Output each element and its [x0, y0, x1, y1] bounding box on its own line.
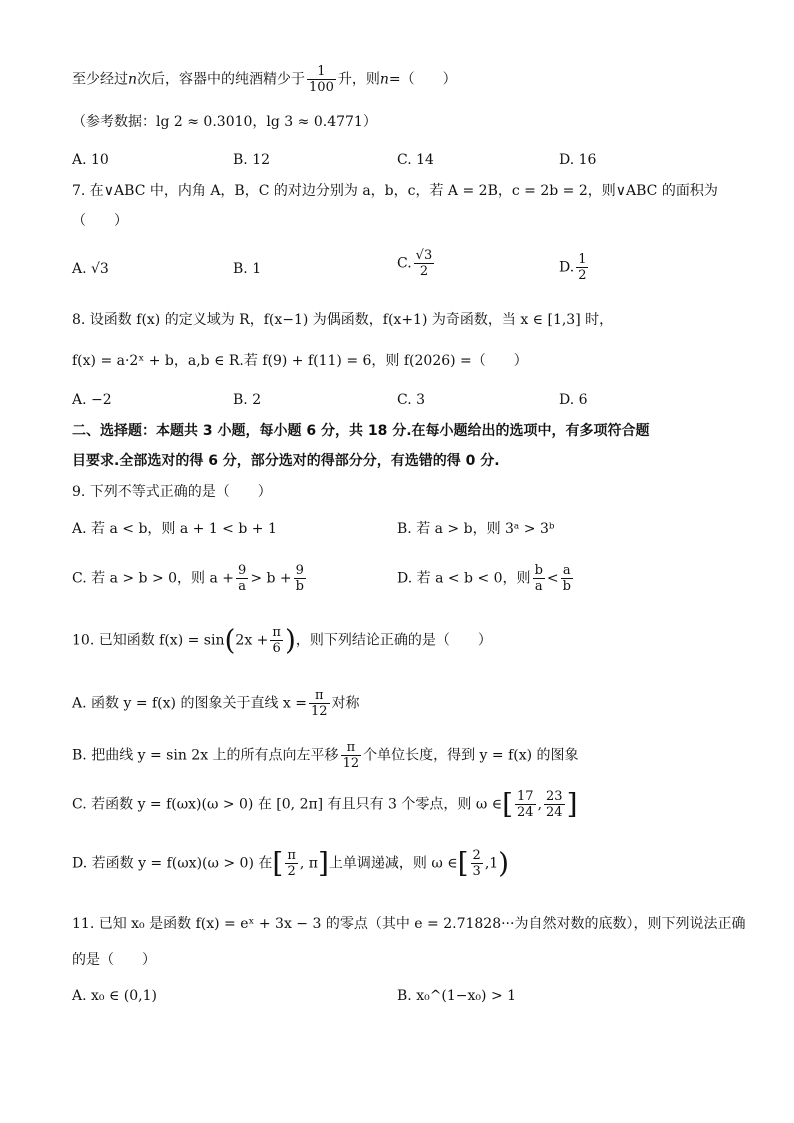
q11-stem-2: 的是（ ） — [72, 952, 156, 968]
q9-option-a[interactable]: A. 若 a < b，则 a + 1 < b + 1 — [72, 521, 277, 537]
q8-stem: 8. 设函数 f(x) 的定义域为 R，f(x−1) 为偶函数，f(x+1) 为奇函数，当 x ∈ [1,3] 时， — [72, 312, 614, 328]
q7-paren: （ ） — [72, 213, 128, 229]
q7-option-c[interactable]: C. $\frac{√3}{2}$ — [397, 248, 433, 279]
reference-data: （参考数据：lg 2 ≈ 0.3010，lg 3 ≈ 0.4771） — [72, 114, 377, 130]
section-2-heading: 二、选择题：本题共 3 小题，每小题 6 分，共 18 分.在每小题给出的选项中，有多项符合题 — [72, 423, 650, 439]
q8-option-b[interactable]: B. 2 — [233, 392, 262, 408]
q6-option-c[interactable]: C. 14 — [397, 152, 434, 168]
q11-stem: 11. 已知 x₀ 是函数 f(x) = eˣ + 3x − 3 的零点（其中 e = 2.71828···为自然对数的底数），则下列说法正确 — [72, 916, 746, 932]
q9-option-d[interactable]: D. 若 a < b < 0，则 $\frac{b}{a}$ < $\frac{a}{b}$ — [397, 563, 571, 594]
q9-option-c[interactable]: C. 若 a > b > 0，则 a + $\frac{9}{a}$ > b + $\frac{9}{b}$ — [72, 563, 304, 594]
fraction: $\frac{1}{100}$ — [309, 64, 334, 95]
q8-option-a[interactable]: A. −2 — [72, 392, 112, 408]
q11-option-b[interactable]: B. x₀^(1−x₀) > 1 — [397, 988, 517, 1004]
section-2-heading-2: 目要求.全部选对的得 6 分，部分选对的得部分分，有选错的得 0 分. — [72, 453, 500, 469]
q8-stem-2: f(x) = a·2ˣ + b，a,b ∈ R.若 f(9) + f(11) = 6，则 f(2026) =（ ） — [72, 353, 528, 369]
q7-stem: 7. 在∨ABC 中，内角 A，B，C 的对边分别为 a，b，c，若 A = 2B，c = 2b = 2，则∨ABC 的面积为 — [72, 183, 718, 199]
q10-option-c[interactable]: C. 若函数 y = f(ωx)(ω > 0) 在 [0, 2π] 有且只有 3 个零点，则 ω ∈[ $\frac{17}{24}$ , $\frac{23}{24}$ ] — [72, 787, 578, 821]
q8-option-d[interactable]: D. 6 — [559, 392, 588, 408]
q8-option-c[interactable]: C. 3 — [397, 392, 426, 408]
q10-option-d[interactable]: D. 若函数 y = f(ωx)(ω > 0) 在[ $\frac{\pi}{2}$ , π]上单调递减，则 ω ∈[ $\frac{2}{3}$ ,1) — [72, 846, 510, 880]
q9-stem: 9. 下列不等式正确的是（ ） — [72, 484, 272, 500]
q7-option-a[interactable]: A. √3 — [72, 261, 109, 277]
q10-option-a[interactable]: A. 函数 y = f(x) 的图象关于直线 x = $\frac{\pi}{12}$ 对称 — [72, 688, 360, 719]
q9-option-b[interactable]: B. 若 a > b，则 3ᵃ > 3ᵇ — [397, 521, 555, 537]
q6-option-a[interactable]: A. 10 — [72, 152, 109, 168]
q6-stem-tail: 至少经过n次后，容器中的纯酒精少于 $\frac{1}{100}$ 升，则n=（ ） — [72, 64, 457, 95]
q6-option-d[interactable]: D. 16 — [559, 152, 597, 168]
q10-option-b[interactable]: B. 把曲线 y = sin 2x 上的所有点向左平移 $\frac{\pi}{12}$ 个单位长度，得到 y = f(x) 的图象 — [72, 740, 579, 771]
q6-option-b[interactable]: B. 12 — [233, 152, 271, 168]
q7-option-d[interactable]: D. $\frac{1}{2}$ — [559, 252, 587, 283]
q7-option-b[interactable]: B. 1 — [233, 261, 262, 277]
q10-stem: 10. 已知函数 f(x) = sin(2x + $\frac{\pi}{6}$ )，则下列结论正确的是（ ） — [72, 623, 492, 657]
q11-option-a[interactable]: A. x₀ ∈ (0,1) — [72, 988, 157, 1004]
